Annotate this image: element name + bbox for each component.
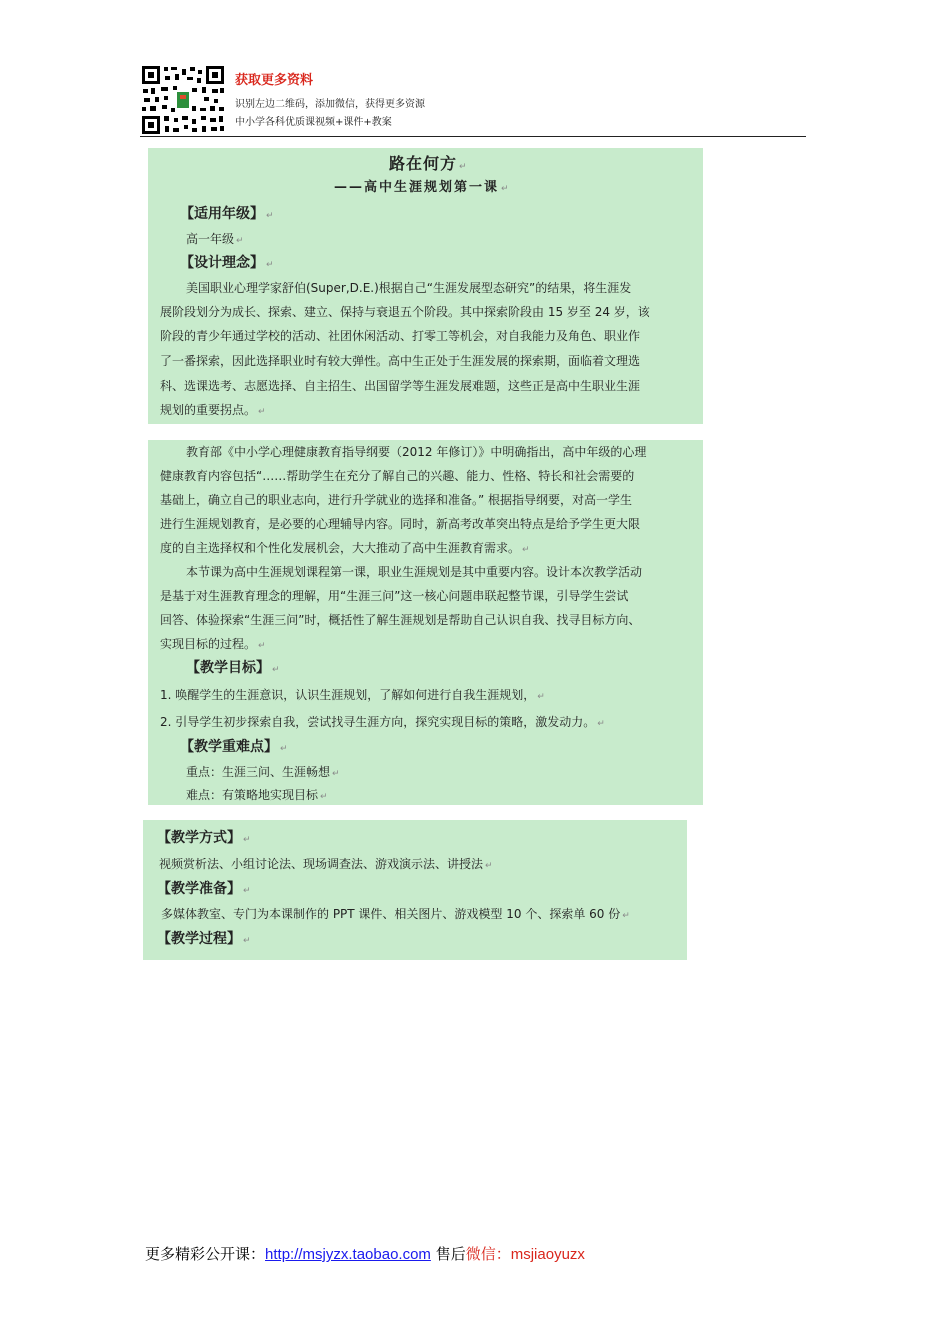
idea-line: 科、选课选考、志愿选择、自主招生、出国留学等生涯发展难题，这些正是高中生职业生涯 <box>160 379 641 393</box>
section-heading-grade: 【适用年级】 ↵ <box>180 206 274 222</box>
header-title: 获取更多资料 <box>235 73 314 88</box>
rationale-line: 度的自主选择权和个性化发展机会，大大推动了高中生涯教育需求。 ↵ <box>160 541 530 555</box>
doc-subtitle: ——高中生涯规划第一课 ↵ <box>334 180 509 195</box>
section-heading-method: 【教学方式】 ↵ <box>157 830 251 846</box>
header-line-2: 中小学各科优质课视频+课件+教案 <box>235 117 392 128</box>
page-header <box>140 64 806 138</box>
idea-line: 美国职业心理学家舒伯(Super,D.E.)根据自己“生涯发展型态研究”的结果，将生涯发 <box>186 281 632 295</box>
rationale-line: 教育部《中小学心理健康教育指导纲要（2012 年修订）》中明确指出，高中年级的心理 <box>186 445 647 459</box>
footer-after-sales: 售后 <box>430 1245 466 1263</box>
header-line-1: 识别左边二维码，添加微信，获得更多资源 <box>235 99 425 110</box>
goal-item: 1. 唤醒学生的生涯意识，认识生涯规划，了解如何进行自我生涯规划， ↵ <box>160 688 545 702</box>
idea-line: 了一番探索，因此选择职业时有较大弹性。高中生正处于生涯发展的探索期，面临着文理选 <box>160 354 641 368</box>
section-heading-prep: 【教学准备】 ↵ <box>157 881 251 897</box>
idea-line: 规划的重要拐点。 ↵ <box>160 403 266 417</box>
header-divider <box>140 136 806 137</box>
design-line: 回答、体验探索“生涯三问”时，概括性了解生涯规划是帮助自己认识自我、找寻目标方向、 <box>160 613 641 627</box>
footer-wechat-id: msjiaoyuzx <box>510 1246 585 1263</box>
idea-line: 展阶段划分为成长、探索、建立、保持与衰退五个阶段。其中探索阶段由 15 岁至 24 岁，该 <box>160 305 650 319</box>
footer-prefix: 更多精彩公开课： <box>145 1245 266 1263</box>
section-heading-goal: 【教学目标】 ↵ <box>186 660 280 676</box>
rationale-line: 健康教育内容包括“……帮助学生在充分了解自己的兴趣、能力、性格、特长和社会需要的 <box>160 469 635 483</box>
lesson-method-card <box>143 820 687 960</box>
section-heading-key: 【教学重难点】 ↵ <box>180 739 288 755</box>
key-point: 重点：生涯三问、生涯畅想 ↵ <box>186 765 340 779</box>
method-text: 视频赏析法、小组讨论法、现场调查法、游戏演示法、讲授法 ↵ <box>159 857 493 871</box>
idea-line: 阶段的青少年通过学校的活动、社团休闲活动、打零工等机会，对自我能力及角色、职业作 <box>160 329 641 343</box>
page-footer <box>145 1243 585 1264</box>
goal-item: 2. 引导学生初步探索自我，尝试找寻生涯方向，探究实现目标的策略，激发动力。 ↵ <box>160 715 605 729</box>
footer-wechat-label: 微信： <box>465 1245 511 1263</box>
section-heading-idea: 【设计理念】 ↵ <box>180 255 274 271</box>
lesson-rationale-card <box>148 440 703 805</box>
doc-title: 路在何方 ↵ <box>389 154 467 173</box>
section-heading-process: 【教学过程】 ↵ <box>157 931 251 947</box>
taobao-link[interactable]: http://msjyzx.taobao.com <box>265 1246 431 1263</box>
hard-point: 难点：有策略地实现目标 ↵ <box>186 788 328 802</box>
prep-text: 多媒体教室、专门为本课制作的 PPT 课件、相关图片、游戏模型 10 个、探索单 60 份 ↵ <box>161 907 630 921</box>
rationale-line: 基础上，确立自己的职业志向，进行升学就业的选择和准备。” 根据指导纲要，对高一学生 <box>160 493 633 507</box>
design-line: 实现目标的过程。 ↵ <box>160 637 266 651</box>
rationale-line: 进行生涯规划教育，是必要的心理辅导内容。同时，新高考改革突出特点是给予学生更大限 <box>160 517 641 531</box>
lesson-intro-card <box>148 148 703 424</box>
qr-code-icon <box>140 64 226 136</box>
design-line: 本节课为高中生涯规划课程第一课，职业生涯规划是其中重要内容。设计本次教学活动 <box>186 565 643 579</box>
design-line: 是基于对生涯教育理念的理解，用“生涯三问”这一核心问题串联起整节课，引导学生尝试 <box>160 589 629 603</box>
grade-text: 高一年级 ↵ <box>186 232 244 246</box>
